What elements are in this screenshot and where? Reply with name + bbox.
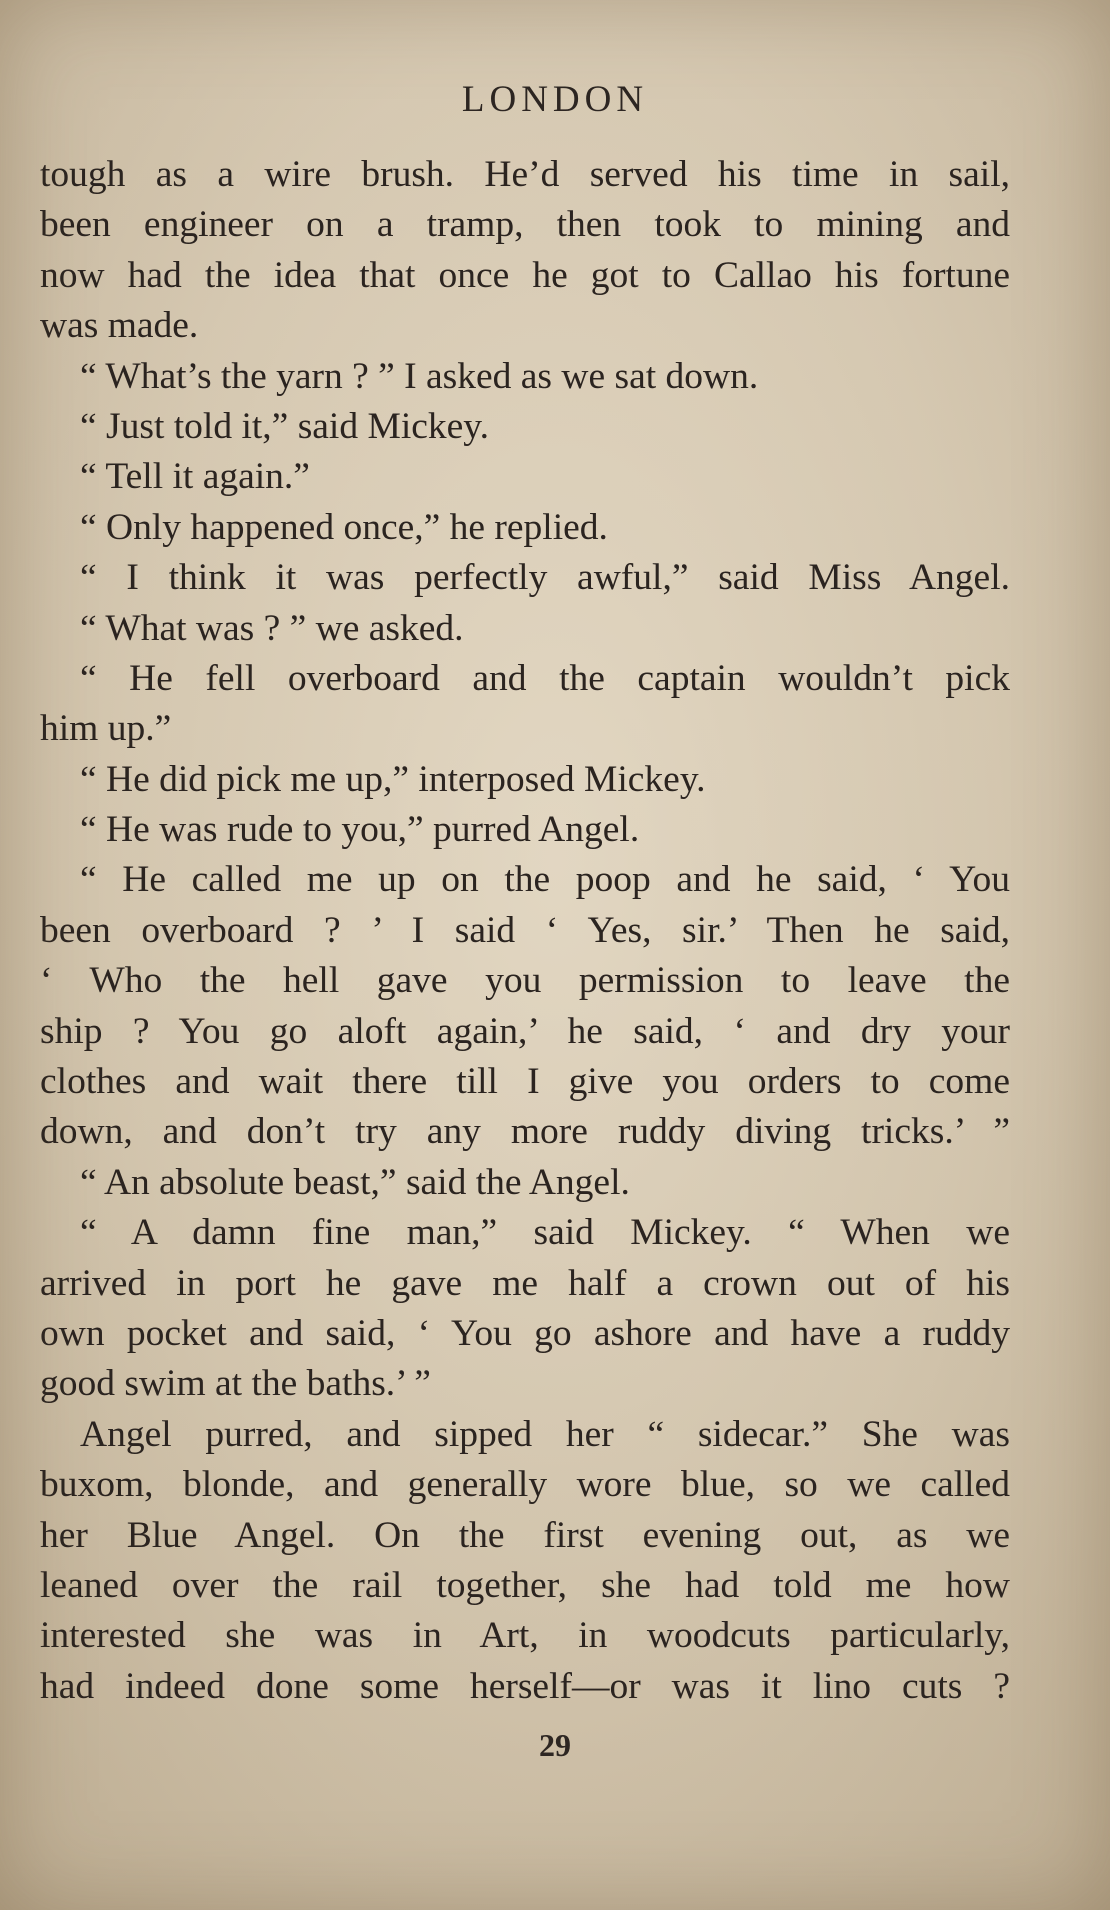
text-line: “ Just told it,” said Mickey. — [80, 405, 489, 447]
body-text — [40, 150, 1010, 1712]
text-line: “ Only happened once,” he replied. — [80, 506, 608, 548]
text-line: clothes and wait there till I give you orders to come — [40, 1061, 1010, 1103]
text-line: arrived in port he gave me half a crown out of his — [40, 1262, 1010, 1304]
text-line: “ What was ? ” we asked. — [80, 607, 464, 649]
text-line: ship ? You go aloft again,’ he said, ‘ and dry your — [40, 1010, 1010, 1052]
text-line: “ A damn fine man,” said Mickey. “ When we — [80, 1212, 1010, 1254]
text-line: “ He was rude to you,” purred Angel. — [80, 809, 640, 851]
text-line: her Blue Angel. On the first evening out, as we — [40, 1514, 1010, 1556]
text-line: down, and don’t try any more ruddy diving tricks.’ ” — [40, 1111, 1010, 1153]
text-line: buxom, blonde, and generally wore blue, so we called — [40, 1464, 1010, 1506]
text-line: now had the idea that once he got to Callao his fortune — [40, 254, 1010, 296]
text-line: “ What’s the yarn ? ” I asked as we sat down. — [80, 355, 759, 397]
text-line: “ Tell it again.” — [80, 456, 310, 498]
text-line: been overboard ? ’ I said ‘ Yes, sir.’ Then he said, — [40, 909, 1010, 951]
text-line: was made. — [40, 305, 199, 347]
text-line: Angel purred, and sipped her “ sidecar.” She was — [80, 1413, 1010, 1455]
running-head: LONDON — [461, 79, 649, 120]
text-line: him up.” — [40, 708, 172, 750]
text-line: “ An absolute beast,” said the Angel. — [80, 1161, 630, 1203]
text-line: interested she was in Art, in woodcuts particularly, — [40, 1615, 1010, 1657]
text-line: “ He fell overboard and the captain wouldn’t pick — [80, 657, 1010, 699]
text-line: ‘ Who the hell gave you permission to leave the — [40, 960, 1010, 1002]
text-line: good swim at the baths.’ ” — [40, 1363, 431, 1405]
text-line: own pocket and said, ‘ You go ashore and have a ruddy — [40, 1312, 1010, 1354]
text-line: tough as a wire brush. He’d served his time in sail, — [40, 154, 1010, 195]
text-line: been engineer on a tramp, then took to mining and — [40, 204, 1010, 246]
text-line: had indeed done some herself—or was it lino cuts ? — [40, 1665, 1010, 1707]
text-line: “ I think it was perfectly awful,” said Miss Angel. — [80, 557, 1010, 599]
text-line: leaned over the rail together, she had told me how — [40, 1564, 1010, 1606]
page-number: 29 — [539, 1727, 571, 1763]
text-line: “ He did pick me up,” interposed Mickey. — [80, 758, 706, 800]
text-line: “ He called me up on the poop and he said, ‘ You — [80, 859, 1010, 901]
